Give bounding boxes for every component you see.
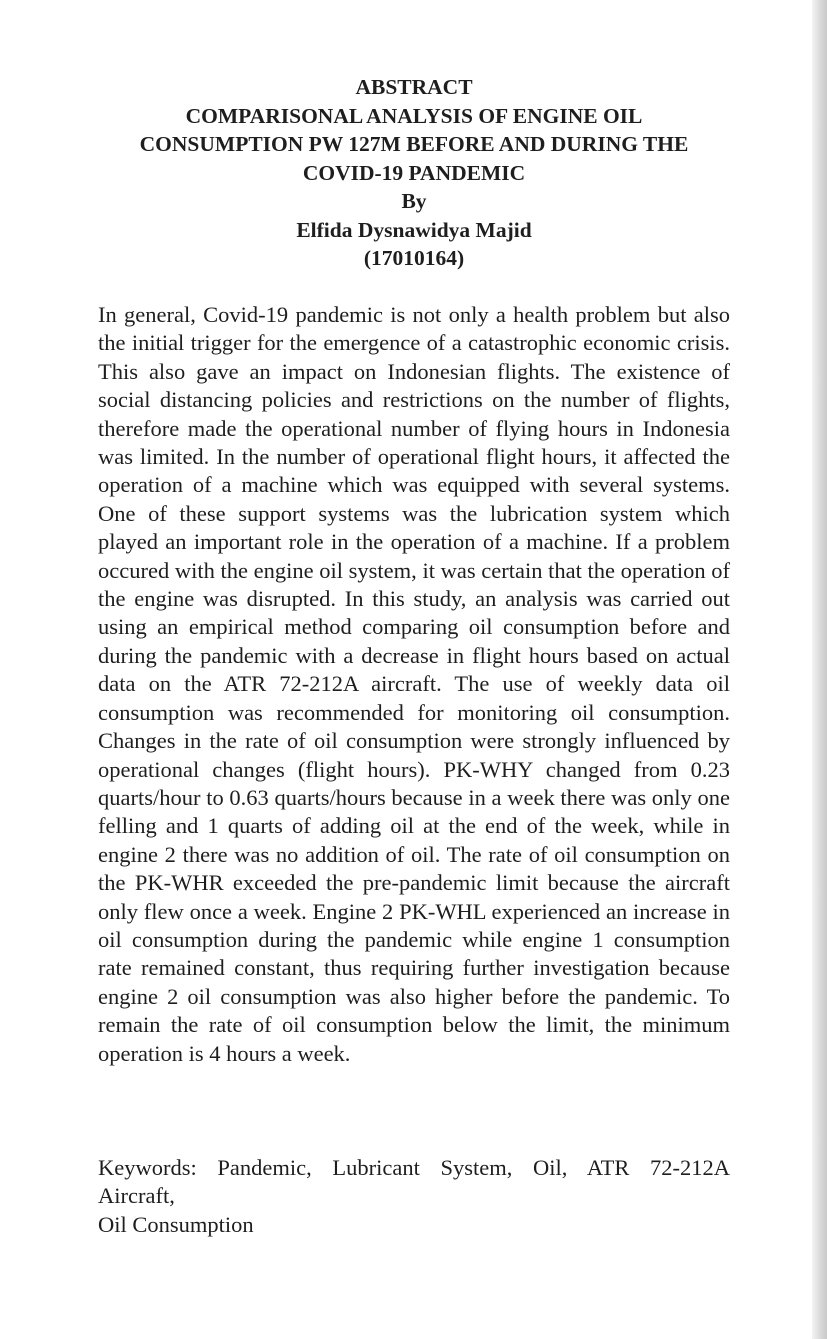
keywords-section	[98, 1154, 730, 1239]
author-name: Elfida Dysnawidya Majid	[296, 217, 532, 242]
abstract-body: In general, Covid-19 pandemic is not only a health problem but also the initial trigger for the emergence of a catastrophic economic crisis. This also gave an impact on Indonesian flights. The existence of social distancing policies and restrictions on the number of flights, therefore made the operational number of flying hours in Indonesia was limited. In the number of operational flight hours, it affected the operation of a machine which was equipped with several systems. One of these support systems was the lubrication system which played an important role in the operation of a machine. If a problem occured with the engine oil system, it was certain that the operation of the engine was disrupted. In this study, an analysis was carried out using an empirical method comparing oil consumption before and during the pandemic with a decrease in flight hours based on actual data on the ATR 72-212A aircraft. The use of weekly data oil consumption was recommended for monitoring oil consumption. Changes in the rate of oil consumption were strongly influenced by operational changes (flight hours). PK-WHY changed from 0.23 quarts/hour to 0.63 quarts/hours because in a week there was only one felling and 1 quarts of adding oil at the end of the week, while in engine 2 there was no addition of oil. The rate of oil consumption on the PK-WHR exceeded the pre-pandemic limit because the aircraft only flew once a week. Engine 2 PK-WHL experienced an increase in oil consumption during the pandemic while engine 1 consumption rate remained constant, thus requiring further investigation because engine 2 oil consumption was also higher before the pandemic. To remain the rate of oil consumption below the limit, the minimum operation is 4 hours a week.	[98, 302, 730, 1066]
thesis-title-line-3: COVID-19 PANDEMIC	[302, 160, 526, 185]
abstract-header	[98, 73, 730, 273]
keywords-line-2: Aircraft,	[98, 1183, 175, 1209]
by-label: By	[401, 189, 427, 213]
page-edge-shadow	[812, 0, 827, 1339]
keywords-line-1: Keywords: Pandemic, Lubricant System, Oil, ATR 72-212A	[98, 1155, 730, 1180]
abstract-label: ABSTRACT	[355, 75, 473, 99]
thesis-title-line-2: CONSUMPTION PW 127M BEFORE AND DURING THE	[139, 132, 689, 156]
keywords-line-3: Oil Consumption	[98, 1211, 254, 1237]
thesis-title-line-1: COMPARISONAL ANALYSIS OF ENGINE OIL	[185, 103, 643, 128]
student-id: (17010164)	[363, 246, 465, 270]
